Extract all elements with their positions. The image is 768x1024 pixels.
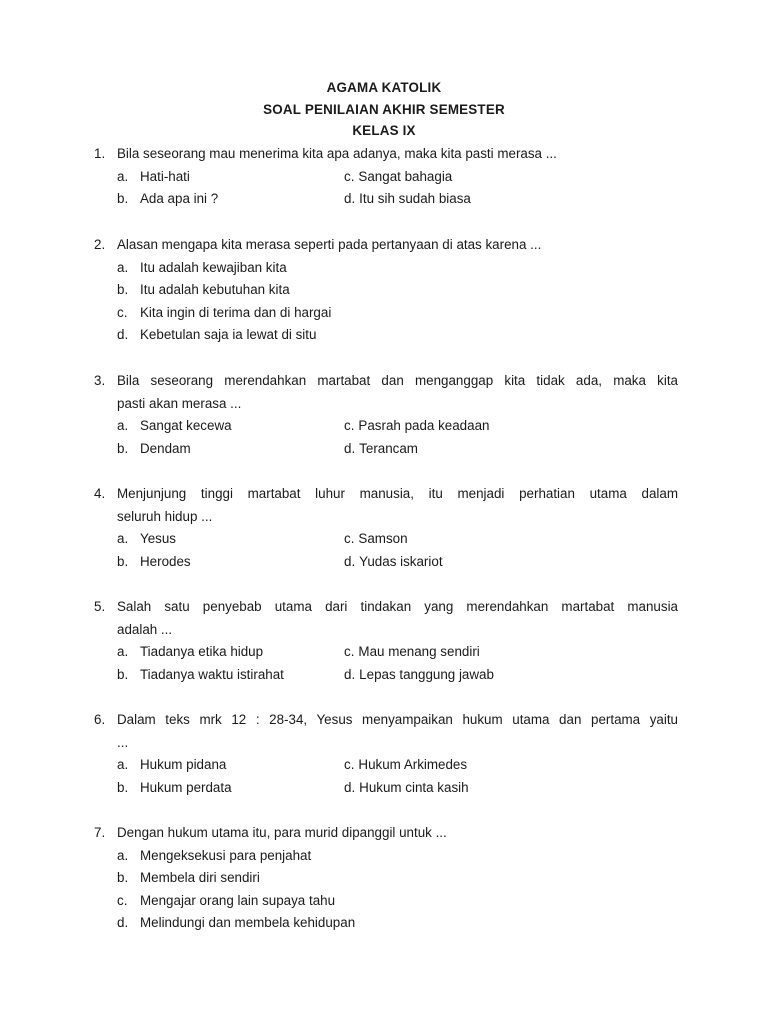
option-b: b. Itu adalah kebutuhan kita (117, 282, 290, 298)
question-6 (94, 709, 678, 799)
question-7 (94, 822, 678, 935)
option-c: c. Sangat bahagia (344, 168, 453, 184)
class-title: KELAS IX (352, 123, 416, 138)
option-b: b. Hukum perdata (117, 779, 232, 795)
question-number: 5. (94, 599, 106, 614)
option-b: b. Herodes (117, 553, 191, 569)
question-number: 3. (94, 373, 106, 388)
option-a: a. Hukum pidana (117, 757, 227, 773)
question-number: 4. (94, 486, 106, 501)
question-3 (94, 370, 678, 460)
question-text-line1: Dalam teks mrk 12 : 28-34, Yesus menyampaikan hukum utama dan pertama yaitu (117, 712, 678, 727)
question-text-line2: seluruh hidup ... (117, 508, 213, 524)
option-d: d. Lepas tanggung jawab (344, 666, 494, 682)
option-c: c. Mengajar orang lain supaya tahu (117, 892, 336, 908)
subject-title: AGAMA KATOLIK (326, 80, 442, 95)
question-text: Bila seseorang mau menerima kita apa adanya, maka kita pasti merasa ... (117, 146, 557, 161)
question-number: 2. (94, 237, 106, 252)
option-a: a. Itu adalah kewajiban kita (117, 259, 287, 275)
question-number: 7. (94, 825, 106, 840)
option-d: d. Yudas iskariot (344, 553, 443, 569)
option-c: c. Mau menang sendiri (344, 644, 480, 660)
question-text-line2: adalah ... (117, 621, 173, 637)
option-d: d. Melindungi dan membela kehidupan (117, 915, 356, 931)
exam-title: SOAL PENILAIAN AKHIR SEMESTER (263, 101, 505, 117)
question-2 (94, 234, 678, 347)
option-b: b. Membela diri sendiri (117, 870, 260, 886)
question-text-line2: ... (117, 734, 129, 750)
option-a: a. Mengeksekusi para penjahat (117, 847, 312, 863)
option-a: a. Yesus (117, 531, 176, 547)
option-c: c. Pasrah pada keadaan (344, 418, 490, 434)
option-b: b. Tiadanya waktu istirahat (117, 666, 284, 682)
question-1 (94, 143, 678, 211)
option-d: d. Itu sih sudah biasa (344, 191, 471, 207)
option-a: a. Sangat kecewa (117, 418, 232, 434)
option-b: b. Ada apa ini ? (117, 191, 219, 207)
option-c: c. Hukum Arkimedes (344, 757, 468, 773)
option-b: b. Dendam (117, 440, 191, 456)
option-c: c. Kita ingin di terima dan di hargai (117, 304, 332, 320)
question-text-line2: pasti akan merasa ... (117, 395, 242, 411)
question-text-line1: Bila seseorang merendahkan martabat dan menganggap kita tidak ada, maka kita (117, 373, 678, 388)
question-text-line1: Salah satu penyebab utama dari tindakan yang merendahkan martabat manusia (117, 599, 678, 614)
question-4 (94, 483, 678, 573)
option-a: a. Hati-hati (117, 168, 190, 184)
option-d: d. Kebetulan saja ia lewat di situ (117, 327, 317, 343)
option-a: a. Tiadanya etika hidup (117, 644, 264, 660)
question-text: Alasan mengapa kita merasa seperti pada pertanyaan di atas karena ... (117, 237, 542, 252)
option-c: c. Samson (344, 531, 408, 547)
question-text: Dengan hukum utama itu, para murid dipanggil untuk ... (117, 825, 447, 840)
option-d: d. Terancam (344, 440, 418, 456)
question-5 (94, 596, 678, 686)
question-number: 6. (94, 712, 106, 727)
question-text-line1: Menjunjung tinggi martabat luhur manusia, itu menjadi perhatian utama dalam (117, 486, 678, 501)
option-d: d. Hukum cinta kasih (344, 779, 469, 795)
question-number: 1. (94, 146, 106, 161)
exam-header (0, 77, 768, 142)
